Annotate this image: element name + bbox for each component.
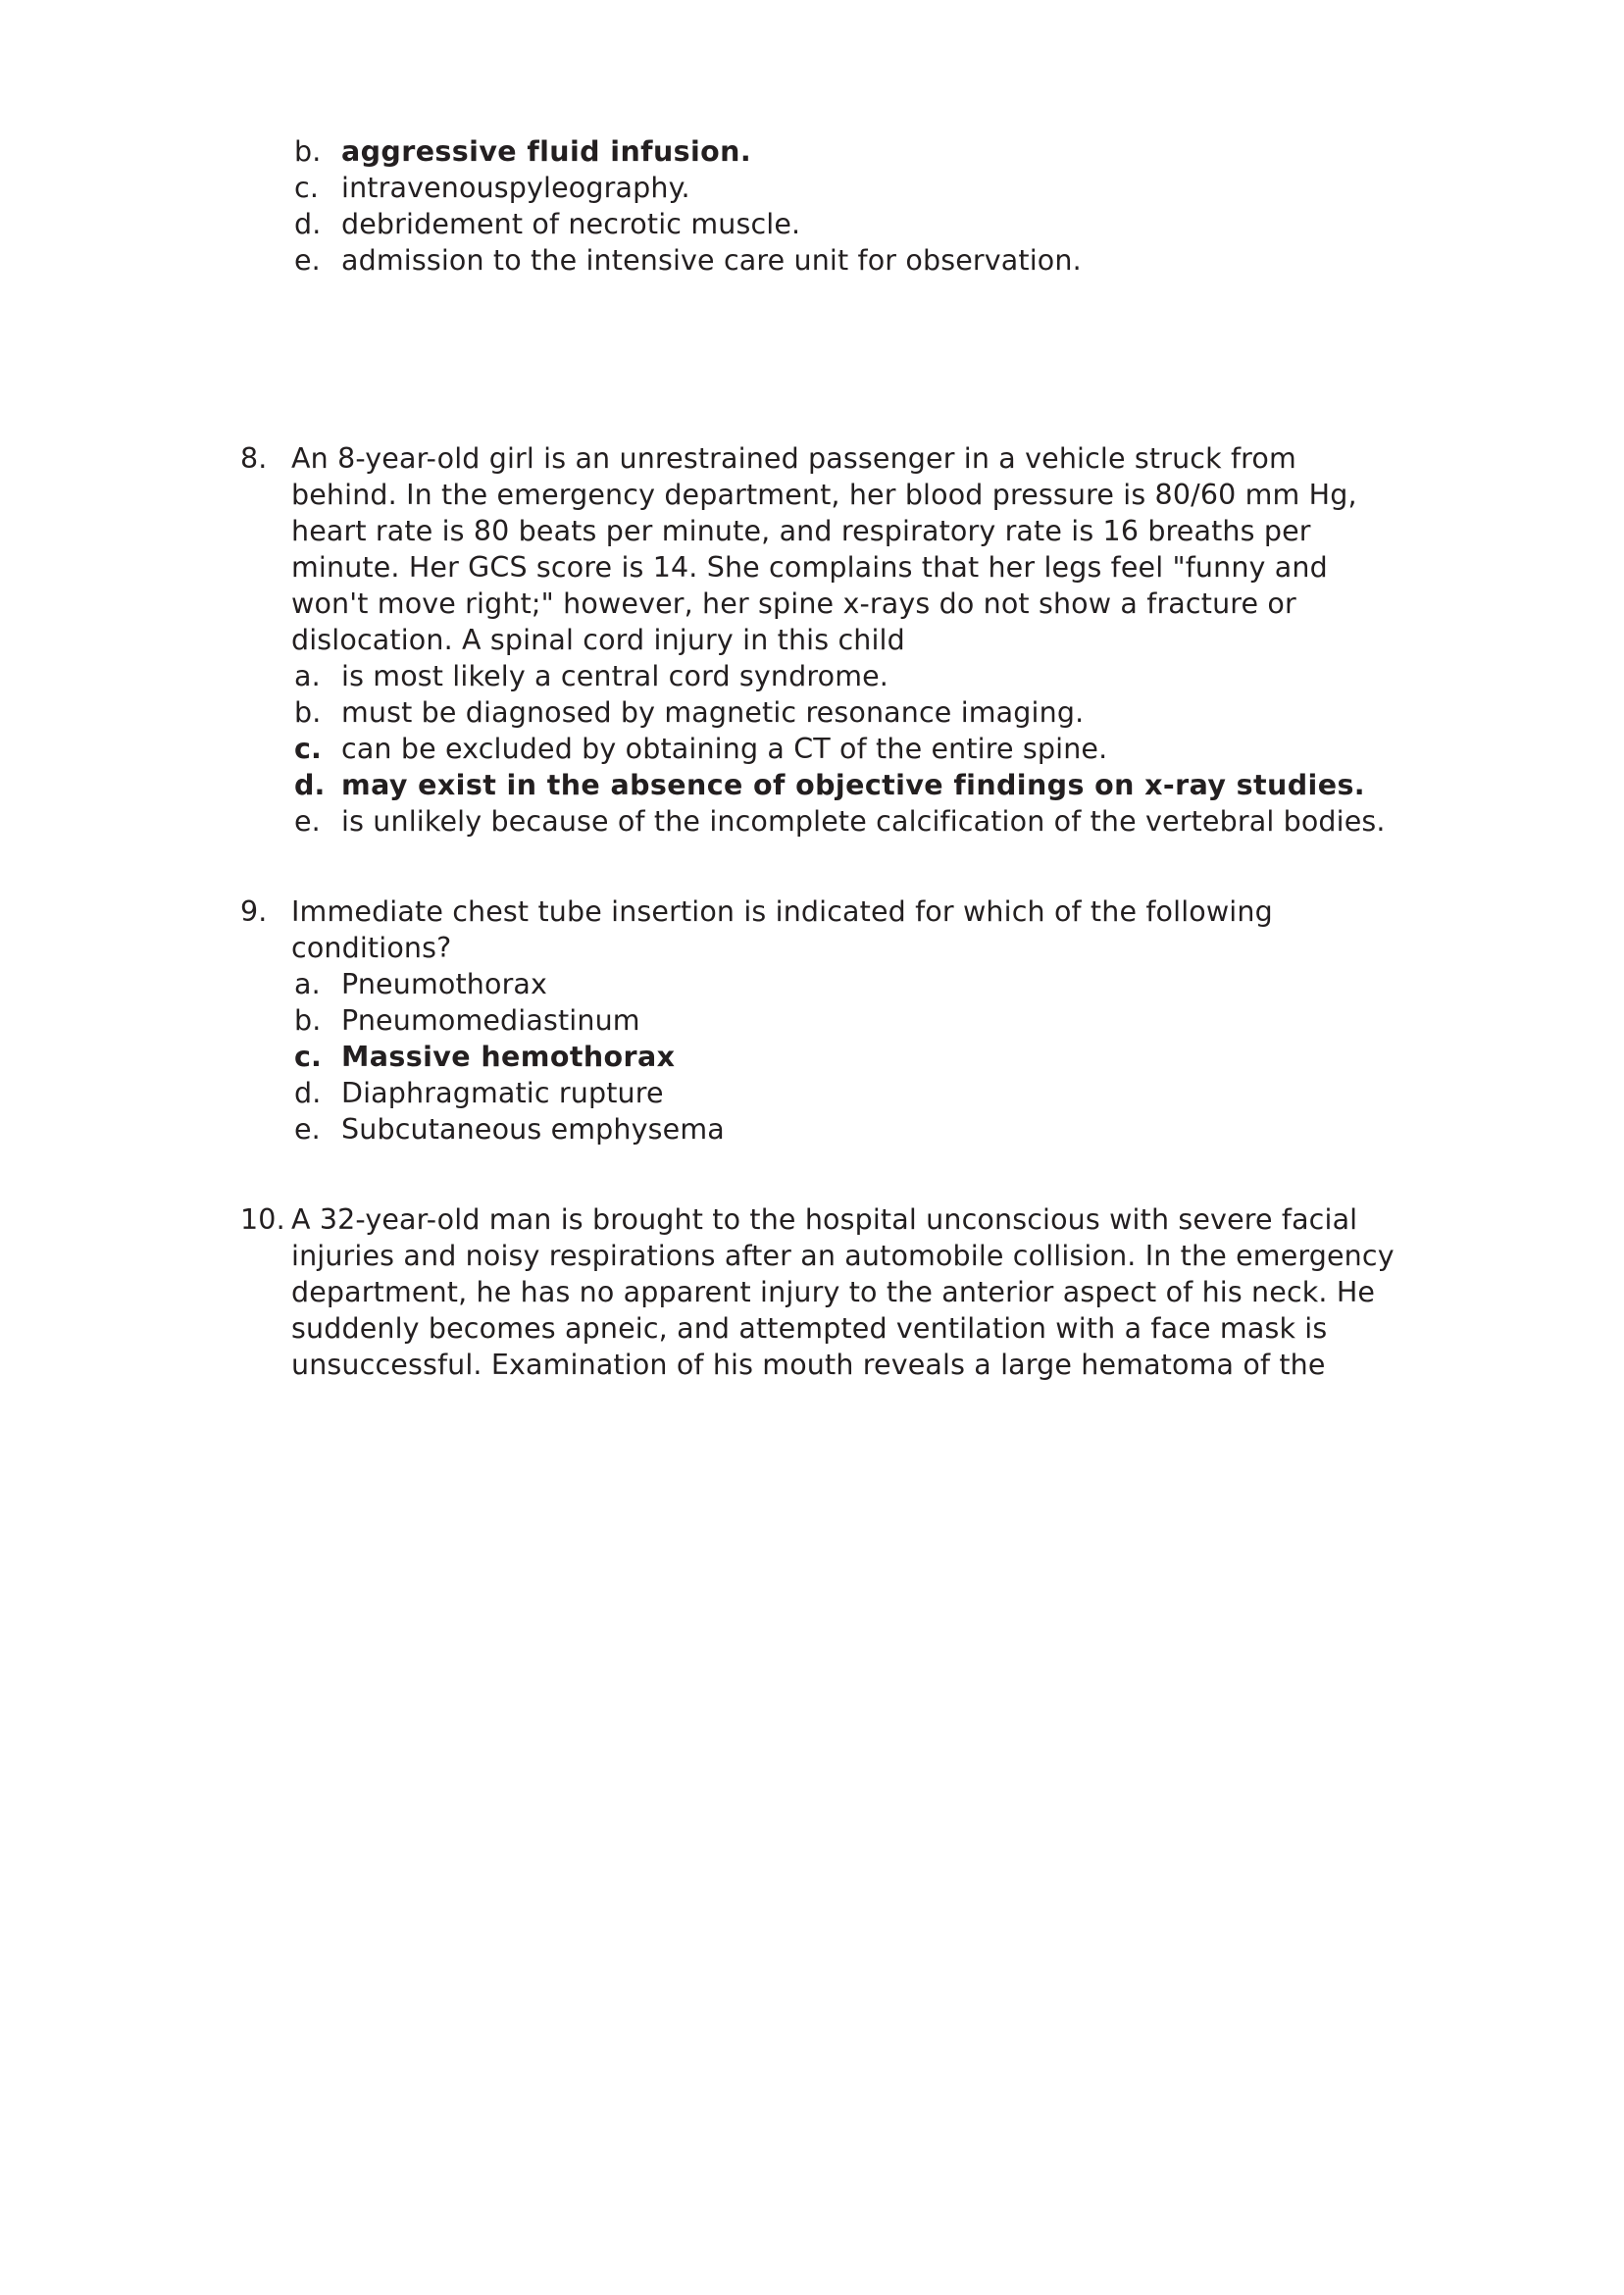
answer-choice-text: may exist in the absence of objective findings on x-ray studies. xyxy=(341,769,1366,801)
question-number: 8. xyxy=(240,442,268,475)
question-text-line: injuries and noisy respirations after an automobile collision. In the emergency xyxy=(291,1240,1395,1272)
answer-choice-marker: c. xyxy=(294,172,320,204)
answer-choice-text: debridement of necrotic muscle. xyxy=(341,208,801,240)
answer-choice[interactable] xyxy=(0,1002,1624,1039)
answer-choice-text: is most likely a central cord syndrome. xyxy=(341,660,889,692)
answer-choice[interactable] xyxy=(0,1075,1624,1111)
answer-choice-text: Pneumomediastinum xyxy=(341,1004,640,1037)
question-text-line: Immediate chest tube insertion is indicated for which of the following xyxy=(291,895,1273,928)
answer-choice[interactable] xyxy=(0,966,1624,1002)
answer-choice-marker: e. xyxy=(294,805,321,838)
answer-choice[interactable] xyxy=(0,133,1624,170)
question-block xyxy=(0,440,1624,840)
answer-choice-text: can be excluded by obtaining a CT of the entire spine. xyxy=(341,733,1108,765)
answer-choice-text: is unlikely because of the incomplete calcification of the vertebral bodies. xyxy=(341,805,1386,838)
question-block xyxy=(0,1201,1624,1383)
answer-choice-text: must be diagnosed by magnetic resonance imaging. xyxy=(341,696,1085,729)
answer-choice-text: Massive hemothorax xyxy=(341,1041,676,1073)
answer-choice[interactable] xyxy=(0,242,1624,279)
answer-choice-marker: a. xyxy=(294,968,321,1000)
answer-choice-marker: e. xyxy=(294,244,321,277)
answer-choice-text: admission to the intensive care unit for observation. xyxy=(341,244,1082,277)
answer-choice-marker: d. xyxy=(294,1077,322,1109)
section-spacer xyxy=(0,279,1624,440)
questions-container xyxy=(0,440,1624,1383)
question-number: 10. xyxy=(240,1203,285,1236)
answer-choice-text: intravenouspyleography. xyxy=(341,172,690,204)
question-stem xyxy=(0,893,1624,966)
answer-choice-text: Pneumothorax xyxy=(341,968,548,1000)
question-text-line: won't move right;" however, her spine x-rays do not show a fracture or xyxy=(291,587,1296,620)
question-text-line: suddenly becomes apneic, and attempted ventilation with a face mask is xyxy=(291,1312,1328,1345)
answer-choice-marker: b. xyxy=(294,1004,322,1037)
answer-choice-marker: c. xyxy=(294,733,323,765)
answer-choice-marker: a. xyxy=(294,660,321,692)
answer-choice-text: Diaphragmatic rupture xyxy=(341,1077,664,1109)
answer-choice[interactable] xyxy=(0,731,1624,767)
question-text-line: department, he has no apparent injury to the anterior aspect of his neck. He xyxy=(291,1276,1376,1308)
answer-choice-marker: e. xyxy=(294,1113,321,1146)
answer-choice-marker: b. xyxy=(294,696,322,729)
answer-choice-marker: d. xyxy=(294,769,326,801)
answer-choice-marker: b. xyxy=(294,135,322,168)
answer-choice[interactable] xyxy=(0,206,1624,242)
answer-choice[interactable] xyxy=(0,1111,1624,1148)
question-text xyxy=(291,1201,1444,1383)
answer-choice[interactable] xyxy=(0,803,1624,840)
question-text-line: An 8-year-old girl is an unrestrained passenger in a vehicle struck from xyxy=(291,442,1296,475)
question-stem xyxy=(0,1201,1624,1383)
answer-choice[interactable] xyxy=(0,694,1624,731)
answer-choice-marker: c. xyxy=(294,1041,323,1073)
question-block xyxy=(0,893,1624,1148)
question-text-line: conditions? xyxy=(291,932,452,964)
continued-choices-list xyxy=(0,133,1624,279)
answer-choice[interactable] xyxy=(0,170,1624,206)
question-text xyxy=(291,893,1444,966)
question-text-line: minute. Her GCS score is 14. She complains that her legs feel "funny and xyxy=(291,551,1328,584)
answer-choice[interactable] xyxy=(0,767,1624,803)
answer-choice[interactable] xyxy=(0,658,1624,694)
answer-choice-marker: d. xyxy=(294,208,322,240)
question-stem xyxy=(0,440,1624,658)
answer-choice[interactable] xyxy=(0,1039,1624,1075)
question-number: 9. xyxy=(240,895,268,928)
question-text-line: unsuccessful. Examination of his mouth reveals a large hematoma of the xyxy=(291,1349,1326,1381)
answer-choices-list xyxy=(0,966,1624,1148)
question-text-line: behind. In the emergency department, her blood pressure is 80/60 mm Hg, xyxy=(291,479,1357,511)
question-text xyxy=(291,440,1444,658)
question-text-line: A 32-year-old man is brought to the hospital unconscious with severe facial xyxy=(291,1203,1358,1236)
question-text-line: heart rate is 80 beats per minute, and respiratory rate is 16 breaths per xyxy=(291,515,1311,547)
answer-choice-text: aggressive fluid infusion. xyxy=(341,135,752,168)
answer-choices-list xyxy=(0,658,1624,840)
answer-choice-text: Subcutaneous emphysema xyxy=(341,1113,725,1146)
question-text-line: dislocation. A spinal cord injury in this child xyxy=(291,624,905,656)
